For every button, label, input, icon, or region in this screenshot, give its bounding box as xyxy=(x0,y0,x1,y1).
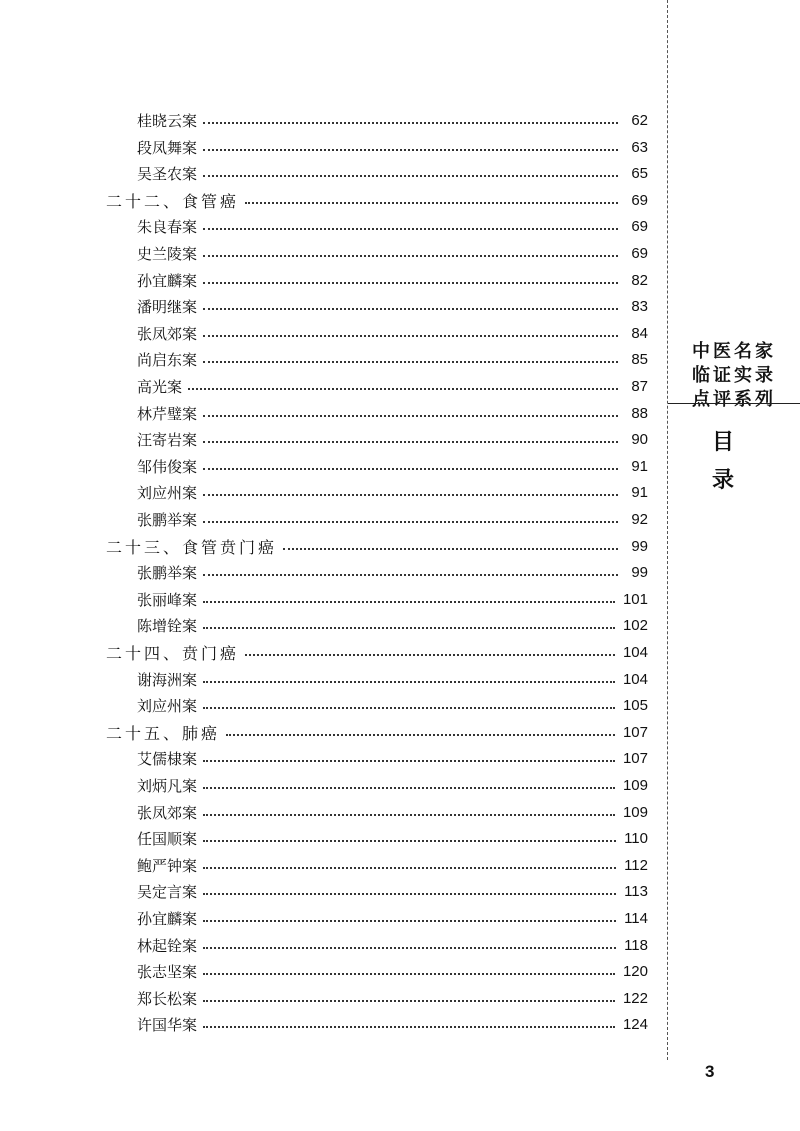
toc-label: 高光案 xyxy=(137,377,183,396)
dot-leader xyxy=(226,734,615,736)
toc-page-number: 91 xyxy=(631,483,648,501)
toc-label: 朱良春案 xyxy=(137,217,198,236)
toc-entry-row xyxy=(137,826,648,850)
dot-leader xyxy=(203,228,618,230)
toc-entry-row xyxy=(137,507,648,531)
toc-entry-row xyxy=(137,773,648,797)
toc-entry-row xyxy=(137,347,648,371)
dot-leader xyxy=(203,973,615,975)
toc-label: 鲍严钟案 xyxy=(137,856,198,875)
toc-page-number: 62 xyxy=(631,111,648,129)
toc-page-number: 109 xyxy=(622,776,648,794)
toc-page-number: 84 xyxy=(631,324,648,342)
toc-entry-row xyxy=(137,667,648,691)
toc-label: 张志坚案 xyxy=(137,962,198,981)
toc-entry-row xyxy=(137,800,648,824)
toc-label: 潘明继案 xyxy=(137,297,198,316)
toc-label: 吴圣农案 xyxy=(137,164,198,183)
toc-entry-row xyxy=(137,746,648,770)
toc-label: 张丽峰案 xyxy=(137,590,198,609)
dot-leader xyxy=(203,175,618,177)
toc-page-number: 104 xyxy=(622,670,648,688)
toc-label: 孙宜麟案 xyxy=(137,271,198,290)
toc-page-number: 105 xyxy=(622,696,648,714)
dot-leader xyxy=(203,335,618,337)
toc-page-number: 69 xyxy=(631,191,648,209)
dot-leader xyxy=(203,361,618,363)
toc-entry-row xyxy=(137,933,648,957)
toc-entry-row xyxy=(137,321,648,345)
toc-entry-row xyxy=(137,906,648,930)
dot-leader xyxy=(203,308,618,310)
toc-label: 尚启东案 xyxy=(137,350,198,369)
toc-label: 吴定言案 xyxy=(137,882,198,901)
dot-leader xyxy=(203,920,616,922)
toc-entry-row xyxy=(137,587,648,611)
toc-label: 二十三、食管贲门癌 xyxy=(106,537,278,557)
dot-leader xyxy=(203,494,618,496)
toc-label: 二十四、贲门癌 xyxy=(106,643,240,663)
toc-label: 张鹏举案 xyxy=(137,563,198,582)
toc-entry-row xyxy=(137,613,648,637)
toc-label: 段凤舞案 xyxy=(137,138,198,157)
toc-entry-row xyxy=(137,374,648,398)
toc-label: 任国顺案 xyxy=(137,829,198,848)
toc-entry-row xyxy=(137,986,648,1010)
series-title xyxy=(684,340,784,412)
toc-label: 林芹璧案 xyxy=(137,404,198,423)
dot-leader xyxy=(203,1026,615,1028)
toc-label: 张凤郊案 xyxy=(137,803,198,822)
toc-page-number: 65 xyxy=(631,164,648,182)
toc-page-number: 69 xyxy=(631,217,648,235)
toc-page-number: 107 xyxy=(622,723,648,741)
toc-page-number: 91 xyxy=(631,457,648,475)
toc-page-number: 120 xyxy=(622,962,648,980)
section-title-char: 录 xyxy=(711,468,734,493)
dot-leader xyxy=(203,574,618,576)
toc-page-number: 85 xyxy=(631,350,648,368)
toc-label: 张凤郊案 xyxy=(137,324,198,343)
dot-leader xyxy=(203,814,615,816)
toc-label: 许国华案 xyxy=(137,1015,198,1034)
toc-page-number: 82 xyxy=(631,271,648,289)
toc-label: 刘应州案 xyxy=(137,483,198,502)
toc-entry-row xyxy=(137,108,648,132)
dot-leader xyxy=(203,415,618,417)
toc-page-number: 90 xyxy=(631,430,648,448)
toc-page-number: 92 xyxy=(631,510,648,528)
toc-entry-row xyxy=(137,135,648,159)
dot-leader xyxy=(203,149,618,151)
toc-page-number: 113 xyxy=(624,882,648,900)
dot-leader xyxy=(203,521,618,523)
toc-section-row xyxy=(106,640,648,664)
dot-leader xyxy=(245,202,618,204)
toc-page-number: 99 xyxy=(631,563,648,581)
toc-page-number: 88 xyxy=(631,404,648,422)
toc-label: 二十五、肺癌 xyxy=(106,723,221,743)
toc-page-number: 83 xyxy=(631,297,648,315)
toc-page-number: 69 xyxy=(631,244,648,262)
toc-entry-row xyxy=(137,401,648,425)
toc-page-number: 118 xyxy=(624,936,648,954)
dot-leader xyxy=(203,601,615,603)
section-title-char: 目 xyxy=(711,430,734,455)
dot-leader xyxy=(203,707,615,709)
dot-leader xyxy=(203,893,616,895)
toc-entry-row xyxy=(137,241,648,265)
toc-entry-row xyxy=(137,161,648,185)
toc-label: 张鹏举案 xyxy=(137,510,198,529)
toc-entry-row xyxy=(137,1012,648,1036)
toc-entry-row xyxy=(137,268,648,292)
toc-label: 郑长松案 xyxy=(137,989,198,1008)
toc-entry-row xyxy=(137,427,648,451)
sidebar-rule xyxy=(668,403,800,404)
toc-entry-row xyxy=(137,959,648,983)
toc-label: 桂晓云案 xyxy=(137,111,198,130)
toc-page-number: 87 xyxy=(631,377,648,395)
toc-label: 林起铨案 xyxy=(137,936,198,955)
toc-page-number: 112 xyxy=(624,856,648,874)
toc-page-number: 102 xyxy=(622,616,648,634)
dot-leader xyxy=(203,627,615,629)
toc-label: 陈增铨案 xyxy=(137,616,198,635)
toc-page-number: 110 xyxy=(624,829,648,847)
dot-leader xyxy=(203,122,618,124)
toc-label: 邹伟俊案 xyxy=(137,457,198,476)
toc-entry-row xyxy=(137,560,648,584)
toc-entry-row xyxy=(137,480,648,504)
series-title-line: 临证实录 xyxy=(692,365,776,386)
dot-leader xyxy=(203,441,618,443)
toc-entry-row xyxy=(137,853,648,877)
toc-label: 艾儒棣案 xyxy=(137,749,198,768)
dot-leader xyxy=(203,867,616,869)
section-title xyxy=(708,424,738,500)
toc-entry-row xyxy=(137,879,648,903)
dot-leader xyxy=(203,468,618,470)
toc-entry-row xyxy=(137,214,648,238)
toc-entry-row xyxy=(137,454,648,478)
dot-leader xyxy=(203,681,615,683)
toc-entry-row xyxy=(137,693,648,717)
dot-leader xyxy=(203,255,618,257)
dot-leader xyxy=(245,654,615,656)
toc-page-number: 107 xyxy=(622,749,648,767)
dot-leader xyxy=(203,840,616,842)
toc-page-number: 104 xyxy=(622,643,648,661)
dot-leader xyxy=(203,1000,615,1002)
toc-page-number: 101 xyxy=(622,590,648,608)
series-title-line: 中医名家 xyxy=(692,341,776,362)
toc-section-row xyxy=(106,188,648,212)
toc-label: 史兰陵案 xyxy=(137,244,198,263)
toc-entry-row xyxy=(137,294,648,318)
toc-page-number: 63 xyxy=(631,138,648,156)
toc-label: 刘炳凡案 xyxy=(137,776,198,795)
toc-section-row xyxy=(106,534,648,558)
page-number: 3 xyxy=(705,1062,715,1081)
toc-page-number: 114 xyxy=(624,909,648,927)
toc-page-number: 124 xyxy=(622,1015,648,1033)
series-title-line: 点评系列 xyxy=(692,389,776,410)
toc-label: 谢海洲案 xyxy=(137,670,198,689)
dot-leader xyxy=(203,947,616,949)
toc-label: 刘应州案 xyxy=(137,696,198,715)
dot-leader xyxy=(203,787,615,789)
margin-divider xyxy=(667,0,668,1060)
dot-leader xyxy=(283,548,618,550)
toc-page-number: 122 xyxy=(622,989,648,1007)
dot-leader xyxy=(203,760,615,762)
toc-section-row xyxy=(106,720,648,744)
dot-leader xyxy=(188,388,618,390)
toc-page-number: 109 xyxy=(622,803,648,821)
toc-label: 孙宜麟案 xyxy=(137,909,198,928)
toc-label: 汪寄岩案 xyxy=(137,430,198,449)
dot-leader xyxy=(203,282,618,284)
toc-page-number: 99 xyxy=(631,537,648,555)
toc-label: 二十二、食管癌 xyxy=(106,191,240,211)
